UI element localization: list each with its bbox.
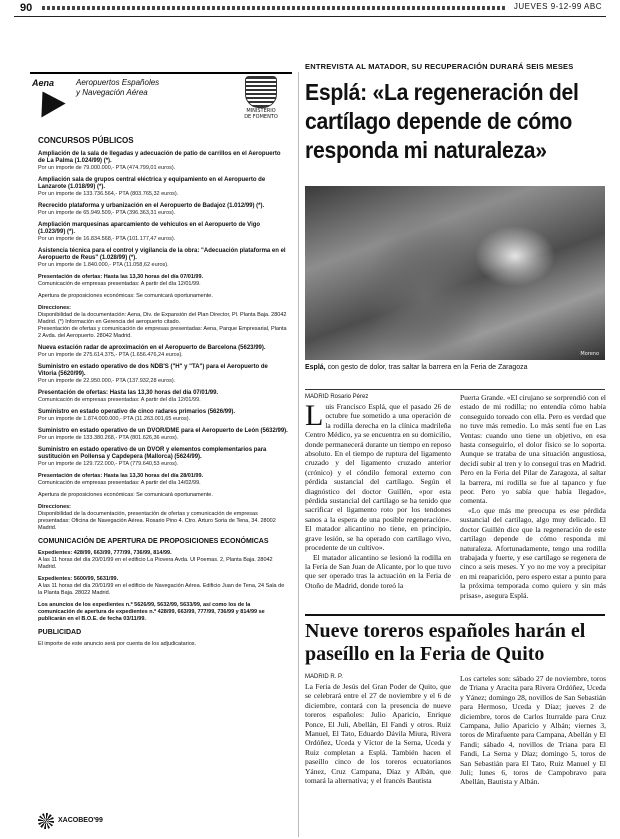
page-number: 90 (20, 2, 33, 14)
org-line-2: y Navegación Aérea (76, 88, 148, 97)
article-body-1b: El matador alicantino se lesionó la rodilla en la Feria de San Juan de Alicante, por lo que tuvo que ser operado tras la actuación en la Feria de Otoño de Madrid, donde toreó la (305, 552, 451, 590)
ministry-label (235, 108, 287, 120)
expedientes-note-1: A las 11 horas del día 20/01/99 en el edificio La Piovera Avda. Ul Poemas. 2, Planta Baja. 28042 Madrid. (38, 557, 273, 570)
tender-title: Recrecido plataforma y urbanización en el Aeropuerto de Badajoz (1.012/99) (*). (38, 203, 265, 209)
addresses-label-2: Direcciones: (38, 504, 72, 510)
ministry-line-2: DE FOMENTO (244, 114, 278, 120)
doc-address: Disponibilidad de la documentación: Aena, Div. de Expansión del Plan Director, Pl. Planta Baja. 28042 Madrid. (*) Información en Gerencia del aeropuerto citado. (38, 312, 287, 325)
addresses-label: Direcciones: (38, 305, 72, 311)
tender-title: Suministro en estado operativo de cinco radares primarios (5626/99). (38, 409, 236, 415)
publicidad-title: PUBLICIDAD (38, 629, 82, 636)
header-divider (14, 16, 606, 17)
tender-item (38, 364, 288, 385)
offers-text: Presentación de ofertas: Hasta las 13,30 horas del día 07/01/99. (38, 274, 204, 280)
boe-notice-text: Los anuncios de los expedientes n.º 5626/99, 5632/99, 5633/99, así como los de la comunicación de apertura de expedientes n.º 428/99, 663/99, 777/99, 736/99 y 814/99 se publicarán en el B.O.E. de fecha 03/11/99. (38, 602, 265, 622)
publicidad-text: El importe de este anuncio será por cuenta de los adjudicatarios. (38, 641, 197, 647)
xacobeo-logo (38, 813, 102, 831)
dropcap: L (305, 399, 324, 432)
tender-item (38, 409, 288, 423)
companies-text: Comunicación de empresas presentadas: A partir del día 12/01/99. (38, 281, 201, 287)
xacobeo-emblem-icon (38, 813, 54, 829)
article-body-1: uis Francisco Esplá, que el pasado 26 de octubre fue sometido a una operación de la rodilla derecha en la clínica madrileña Centro Médico, ya se encuentra en su domicilio, donde permanecerá durante un tiempo en reposo absoluto. En el tiempo de ruptura del ligamento cruzado y del ligamento cruzado anterior (crónico) y el cóndilo femoral externo con pérdida sustancial del cartílago. Según el diagnóstico del doctor Guillén, «por esta pérdida sustancial del cartílago se ha tenido que sacrificar el ligamento roto por los tendones sanos a la espera de una posible regeneración». El matador alicantino no tiene, en principio, grave lesión, se ha operado con cartílago vivo, procedente de un cultivo». (305, 402, 451, 553)
addresses-block (38, 305, 288, 340)
article2-column-1: La Feria de Jesús del Gran Poder de Quito, que se celebrará entre el 27 de noviembre y el 6 de diciembre, contará con la presencia de nueve toreros españoles: Julio Aparicio, Enrique Ponce, El Juli, Abellán, El Fandi y otros. Ruiz Manuel, El Tato, Eduardo Dávila Miura, Rivera Ordóñez, Uceda y Víctor de la Serna, Uceda y Ruiz completan a Esplá. También hacen el paseíllo cinco de los toreros ecuatorianos Yánez, Cruz Campana, Díaz y Albán, que tomará la alternativa; y el francés Bautista (305, 682, 451, 786)
tender-amount: Por un importe de 1.874.000.000,- PTA (11.263.001,65 euros). (38, 416, 191, 422)
article-separator (305, 614, 605, 616)
tender-title: Ampliación sala de grupos central eléctrica y equipamiento en el Aeropuerto de Lanzarote (1.018/99) (*). (38, 177, 266, 190)
tender-amount: Comunicación de empresas presentadas: A partir del día 12/01/99. (38, 397, 201, 403)
article-column-2 (460, 393, 606, 600)
coat-of-arms-icon (245, 76, 277, 108)
tender-item (38, 447, 288, 468)
tender-item (38, 203, 288, 217)
offers-deadline-2 (38, 473, 288, 487)
tender-amount: Por un importe de 22.950.000,- PTA (137.932,28 euros). (38, 378, 176, 384)
tender-item (38, 248, 288, 269)
tender-item (38, 428, 288, 442)
article-headline: Esplá: «La regeneración del cartílago depende de cómo responda mi naturaleza» (305, 79, 579, 163)
tender-amount: Por un importe de 1.840.000,- PTA (11.058,62 euros). (38, 262, 169, 268)
column-divider (298, 72, 299, 837)
aena-advertisement (30, 72, 292, 839)
tender-amount: Por un importe de 79.000.000,- PTA (474.799,01 euros). (38, 165, 176, 171)
tender-title: Suministro en estado operativo de dos NDB'S ("H" y "TA") para el Aeropuerto de Vitoria (5620/99). (38, 364, 268, 377)
tender-item (38, 177, 288, 198)
expedientes-block-2 (38, 576, 288, 597)
photo-caption (305, 364, 605, 371)
tender-title: Suministro en estado operativo de un DVOR y elementos complementarios para sustitución en Pollensa y Capdepera (Mallorca) (5624/99). (38, 447, 267, 460)
tender-amount: Por un importe de 133.736.564,- PTA (803.765,32 euros). (38, 191, 179, 197)
caption-divider (305, 389, 605, 390)
expedientes-list-2: Expedientes: 5600/99, 5631/99. (38, 576, 119, 582)
aena-logo-text: Aena (32, 78, 55, 88)
page-header (14, 0, 606, 22)
organization-name (76, 78, 176, 98)
caption-lead: Esplá, (305, 364, 326, 371)
photo-credit: Moreno (580, 351, 599, 357)
caption-text: con gesto de dolor, tras saltar la barrera en la Feria de Zaragoza (327, 364, 528, 371)
tender-amount: Por un importe de 129.722.000,- PTA (779.640,53 euros). (38, 461, 179, 467)
tender-title: Suministro en estado operativo de un DVOR/DME para el Aeropuerto de León (5632/99). (38, 428, 288, 434)
companies-text-2: Comunicación de empresas presentadas: A partir del día 14/02/99. (38, 480, 201, 486)
opening-note: Apertura de proposiciones económicas: Se comunicará oportunamente. (38, 293, 213, 299)
tender-title: Nueva estación radar de aproximación en el Aeropuerto de Barcelona (5623/99). (38, 345, 266, 351)
expedientes-block-1 (38, 550, 288, 571)
tender-amount: Por un importe de 275.614.375,- PTA (1.656.476,24 euros). (38, 352, 183, 358)
tender-item (38, 345, 288, 359)
tender-amount: Por un importe de 133.380.268,- PTA (801.626,36 euros). (38, 435, 179, 441)
offers-text-2: Presentación de ofertas: Hasta las 13,30 horas del día 28/01/99. (38, 473, 204, 479)
boe-notice (38, 602, 288, 623)
tender-amount: Por un importe de 65.949.509,- PTA (396.363,31 euros). (38, 210, 176, 216)
article2-column-2: Los carteles son: sábado 27 de noviembre, toros de Triana y Aracita para Rivera Ordóñez, Uceda y Yánez; domingo 28, novillos de San Sebastián para Hermoso, Uceda y Díaz; jueves 2 de diciembre, toros de Carlos Iturralde para Cruz Campana, Julio Aparicio y Albán; viernes 3, toros de Mirafuente para Campana, Abellán y El Fandi; sábado 4, novillos de Triana para El Fandi, La Serna y Díaz; domingo 5, toros de San Sebastián para El Tato, Ruiz Manuel y El Juli; lunes 6, toros de Campobravo para Abellán, Bautista y Albán. (460, 674, 606, 787)
header-pattern-rule (42, 6, 506, 10)
article2-byline: MADRID R. P. (305, 674, 343, 680)
tender-title: Presentación de ofertas: Hasta las 13,30 horas del día 07/01/99. (38, 390, 219, 396)
article-kicker: ENTREVISTA AL MATADOR, SU RECUPERACIÓN DURARÁ SEIS MESES (305, 62, 574, 71)
expedientes-note-2: A las 11 horas del día 20/01/99 en el edificio de Navegación Aérea. Edificio Juan de Tena, 24 Sala de la Planta Baja. 28022 Madrid. (38, 583, 285, 596)
tender-title: Ampliación de la sala de llegadas y adecuación de patio de carrillos en el Aeropuerto de La Palma (1.024/99) (*). (38, 151, 281, 164)
airplane-icon (30, 84, 65, 117)
article2-headline: Nueve toreros españoles harán el paseíllo en la Feria de Quito (305, 620, 586, 665)
tender-amount: Por un importe de 16.834.568,- PTA (101.177,47 euros). (38, 236, 176, 242)
dateline: JUEVES 9-12-99 ABC (513, 2, 602, 11)
article-byline: MADRID Rosario Pérez (305, 394, 369, 400)
tender-item (38, 151, 288, 172)
ministry-line-1: MINISTERIO (246, 108, 276, 114)
org-line-1: Aeropuertos Españoles (76, 78, 160, 87)
ad-section-title: CONCURSOS PÚBLICOS (38, 136, 134, 145)
article-photo (305, 186, 605, 360)
tender-title: Ampliación marquesinas aparcamiento de vehículos en el Aeropuerto de Vigo (1.023/99) (*). (38, 222, 261, 235)
opening-section-title: COMUNICACIÓN DE APERTURA DE PROPOSICIONES ECONÓMICAS (38, 538, 269, 545)
tender-item (38, 222, 288, 243)
article-body-2: Puerta Grande. «El cirujano se sorprendió con el estado de mi rodilla; no entendía cómo había conseguido toreado con ella. Pero es verdad que no tuve más remedio. Lo más sentí fue en Las Ventas: cuando uno tiene un objetivo, en esa hasta conseguirlo, el dolor físico se lo soporta. Aunque se trataba de una situación angustiosa, decidí subir al tren y lo conseguí tras en Madrid. Pero en la Feria del Pilar de Zaragoza, al saltar la barrera, mi rodilla se fue al tapanco y fue peor. Pero yo sabía que había llegado», comenta. (460, 393, 606, 506)
xacobeo-text: XACOBEO'99 (58, 817, 103, 824)
article-body-2b: «Lo que más me preocupa es ese pérdida sustancial del cartílago, algo muy delicado. El doctor Guillén dice que la regeneración de este cartílago depende de cómo responda mi naturaleza. Afortunadamente, tengo una rodilla trabajada y fuerte, y ese cartílago se regenera de cinco a seis meses. Y yo no me voy a precipitar en mi reaparición, pero espero estar a punto para la próxima temporada como quiero y sin más prisas», asegura Esplá. (460, 505, 606, 600)
ad-header (30, 74, 292, 132)
tender-item (38, 390, 288, 404)
article-column-1 (305, 399, 451, 590)
offers-address: Presentación de ofertas y comunicación de empresas presentadas: Aena, Parque Empresarial, Planta 2 Avda. del Aeropuerto. 28042 Madrid. (38, 326, 287, 339)
doc-address-2: Disponibilidad de la documentación, presentación de ofertas y comunicación de empresas presentadas: Oficina de Navegación Aérea. Rosario Pino 4. Ctro. Arturo Soria de Tena, 34. 28002 Madrid. (38, 511, 276, 531)
addresses-block-2 (38, 504, 288, 532)
opening-note-2: Apertura de proposiciones económicas: Se comunicará oportunamente. (38, 492, 213, 498)
tender-title: Asistencia técnica para el control y vigilancia de la obra: "Adecuación plataforma en el Aeropuerto de Reus" (1.028/99) (*). (38, 248, 286, 261)
offers-deadline (38, 274, 288, 288)
expedientes-list-1: Expedientes: 428/99, 663/99, 777/99, 736/99, 814/99. (38, 550, 172, 556)
